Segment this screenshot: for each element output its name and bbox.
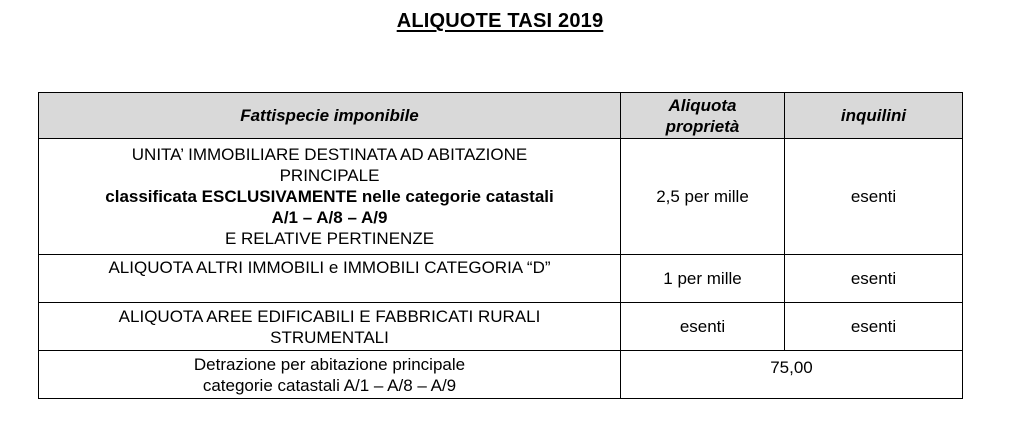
table-row-altri-immobili: [39, 255, 963, 303]
row1-line4: A/1 – A/8 – A/9: [271, 208, 388, 227]
cell-fattispecie-abitazione: [39, 139, 621, 255]
tasi-rates-table: [38, 92, 963, 399]
header-aliquota-line1: Aliquota: [668, 95, 737, 115]
table-header-row: [39, 93, 963, 139]
row4-line1: Detrazione per abitazione principale: [193, 354, 466, 374]
header-aliquota-line2: proprietà: [665, 116, 740, 136]
page-title: ALIQUOTE TASI 2019: [396, 10, 604, 32]
row1-line2: PRINCIPALE: [279, 166, 380, 185]
header-inquilini: inquilini: [785, 93, 963, 139]
row4-line2: categorie catastali A/1 – A/8 – A/9: [202, 375, 457, 395]
cell-detrazione-label: [39, 351, 621, 399]
cell-inquilini-aree-edificabili: esenti: [785, 303, 963, 351]
row3-line1: ALIQUOTA AREE EDIFICABILI E FABBRICATI RURALI: [118, 306, 541, 326]
cell-fattispecie-aree-edificabili: [39, 303, 621, 351]
table-row-aree-edificabili: [39, 303, 963, 351]
header-fattispecie: Fattispecie imponibile: [39, 93, 621, 139]
cell-aliquota-abitazione: 2,5 per mille: [621, 139, 785, 255]
cell-fattispecie-altri-immobili: ALIQUOTA ALTRI IMMOBILI e IMMOBILI CATEGORIA “D”: [39, 255, 621, 303]
row1-line5: E RELATIVE PERTINENZE: [224, 229, 435, 248]
cell-detrazione-value: 75,00: [621, 351, 963, 399]
table-row-abitazione-principale: [39, 139, 963, 255]
cell-aliquota-altri-immobili: 1 per mille: [621, 255, 785, 303]
header-aliquota-proprieta: [621, 93, 785, 139]
row1-line1: UNITA’ IMMOBILIARE DESTINATA AD ABITAZIONE: [131, 145, 528, 164]
row1-line3: classificata ESCLUSIVAMENTE nelle categorie catastali: [105, 187, 554, 206]
cell-aliquota-aree-edificabili: esenti: [621, 303, 785, 351]
cell-inquilini-altri-immobili: esenti: [785, 255, 963, 303]
row3-line2: STRUMENTALI: [270, 327, 389, 347]
table-row-detrazione: [39, 351, 963, 399]
cell-inquilini-abitazione: esenti: [785, 139, 963, 255]
